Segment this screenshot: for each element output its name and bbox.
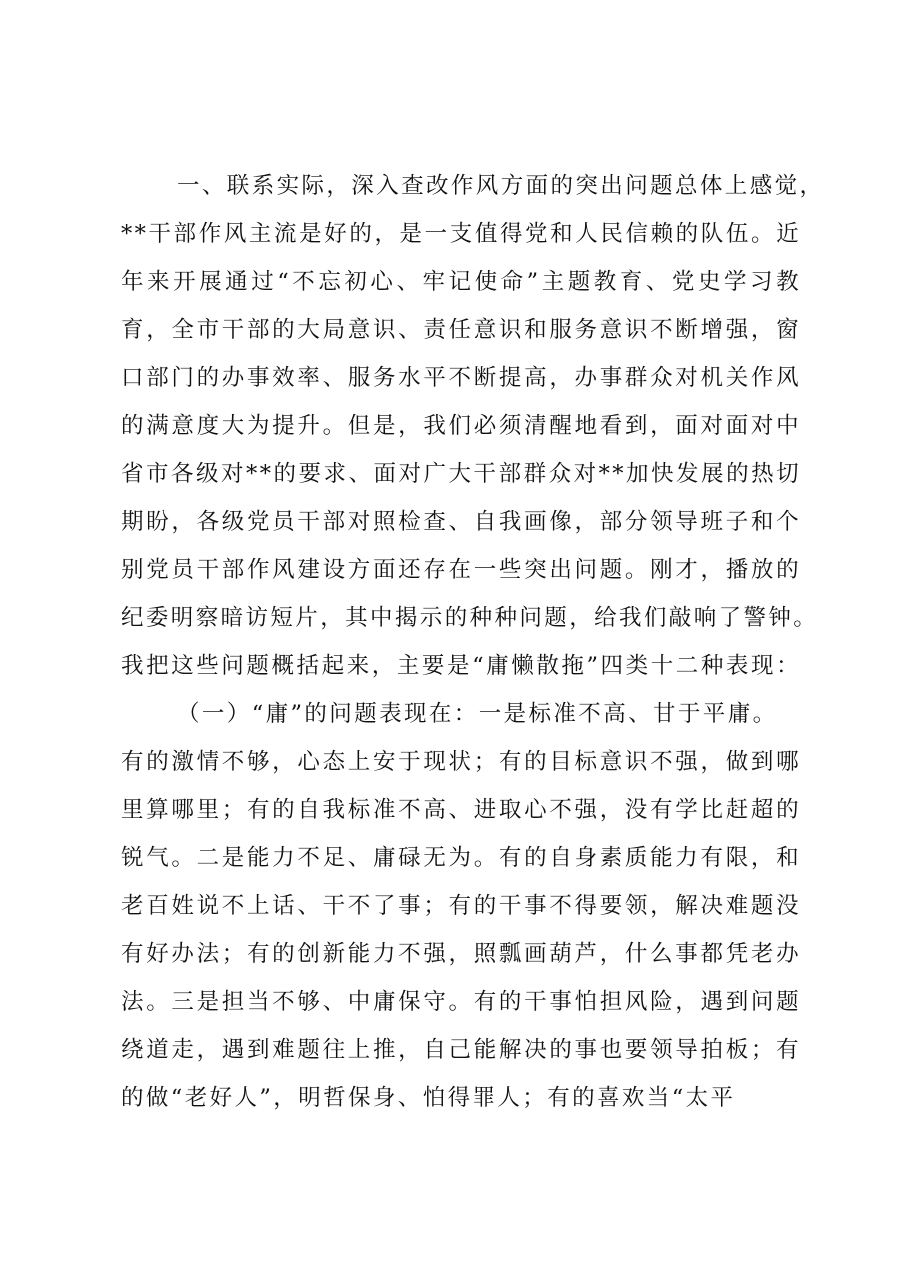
body-text <box>121 162 825 1122</box>
paragraph-line: 绕道走，遇到难题往上推，自己能解决的事也要领导拍板；有 <box>121 1037 801 1063</box>
paragraph-line: 有的激情不够，心态上安于现状；有的目标意识不强，做到哪 <box>121 749 801 775</box>
paragraph-line: 里算哪里；有的自我标准不高、进取心不强，没有学比赶超的 <box>121 797 801 823</box>
paragraph-line: **干部作风主流是好的，是一支值得党和人民信赖的队伍。近 <box>121 221 801 247</box>
paragraph-line: 别党员干部作风建设方面还存在一些突出问题。刚才，播放的 <box>121 557 801 583</box>
paragraph-line: 的做“老好人”，明哲保身、怕得罪人；有的喜欢当“太平 <box>121 1085 736 1111</box>
paragraph-line: 省市各级对**的要求、面对广大干部群众对**加快发展的热切 <box>121 461 801 487</box>
paragraph-line: 法。三是担当不够、中庸保守。有的干事怕担风险，遇到问题 <box>121 989 801 1015</box>
paragraph-line: 有好办法；有的创新能力不强，照瓢画葫芦，什么事都凭老办 <box>121 941 801 967</box>
paragraph-line: 一、联系实际，深入查改作风方面的突出问题总体上感觉， <box>177 173 825 199</box>
paragraph-line: 我把这些问题概括起来，主要是“庸懒散拖”四类十二种表现： <box>121 653 801 679</box>
paragraph-line: 年来开展通过“不忘初心、牢记使命”主题教育、党史学习教 <box>121 269 801 295</box>
paragraph-line: 育，全市干部的大局意识、责任意识和服务意识不断增强，窗 <box>121 317 801 343</box>
paragraph-line: （一）“庸”的问题表现在：一是标准不高、甘于平庸。 <box>177 701 778 727</box>
paragraph-line: 纪委明察暗访短片，其中揭示的种种问题，给我们敲响了警钟。 <box>121 605 819 631</box>
paragraph-line: 老百姓说不上话、干不了事；有的干事不得要领，解决难题没 <box>121 893 801 919</box>
paragraph-line: 锐气。二是能力不足、庸碌无为。有的自身素质能力有限，和 <box>121 845 801 871</box>
paragraph-line: 的满意度大为提升。但是，我们必须清醒地看到，面对面对中 <box>121 413 801 439</box>
paragraph-line: 期盼，各级党员干部对照检查、自我画像，部分领导班子和个 <box>121 509 801 535</box>
paragraph-line: 口部门的办事效率、服务水平不断提高，办事群众对机关作风 <box>121 365 801 391</box>
